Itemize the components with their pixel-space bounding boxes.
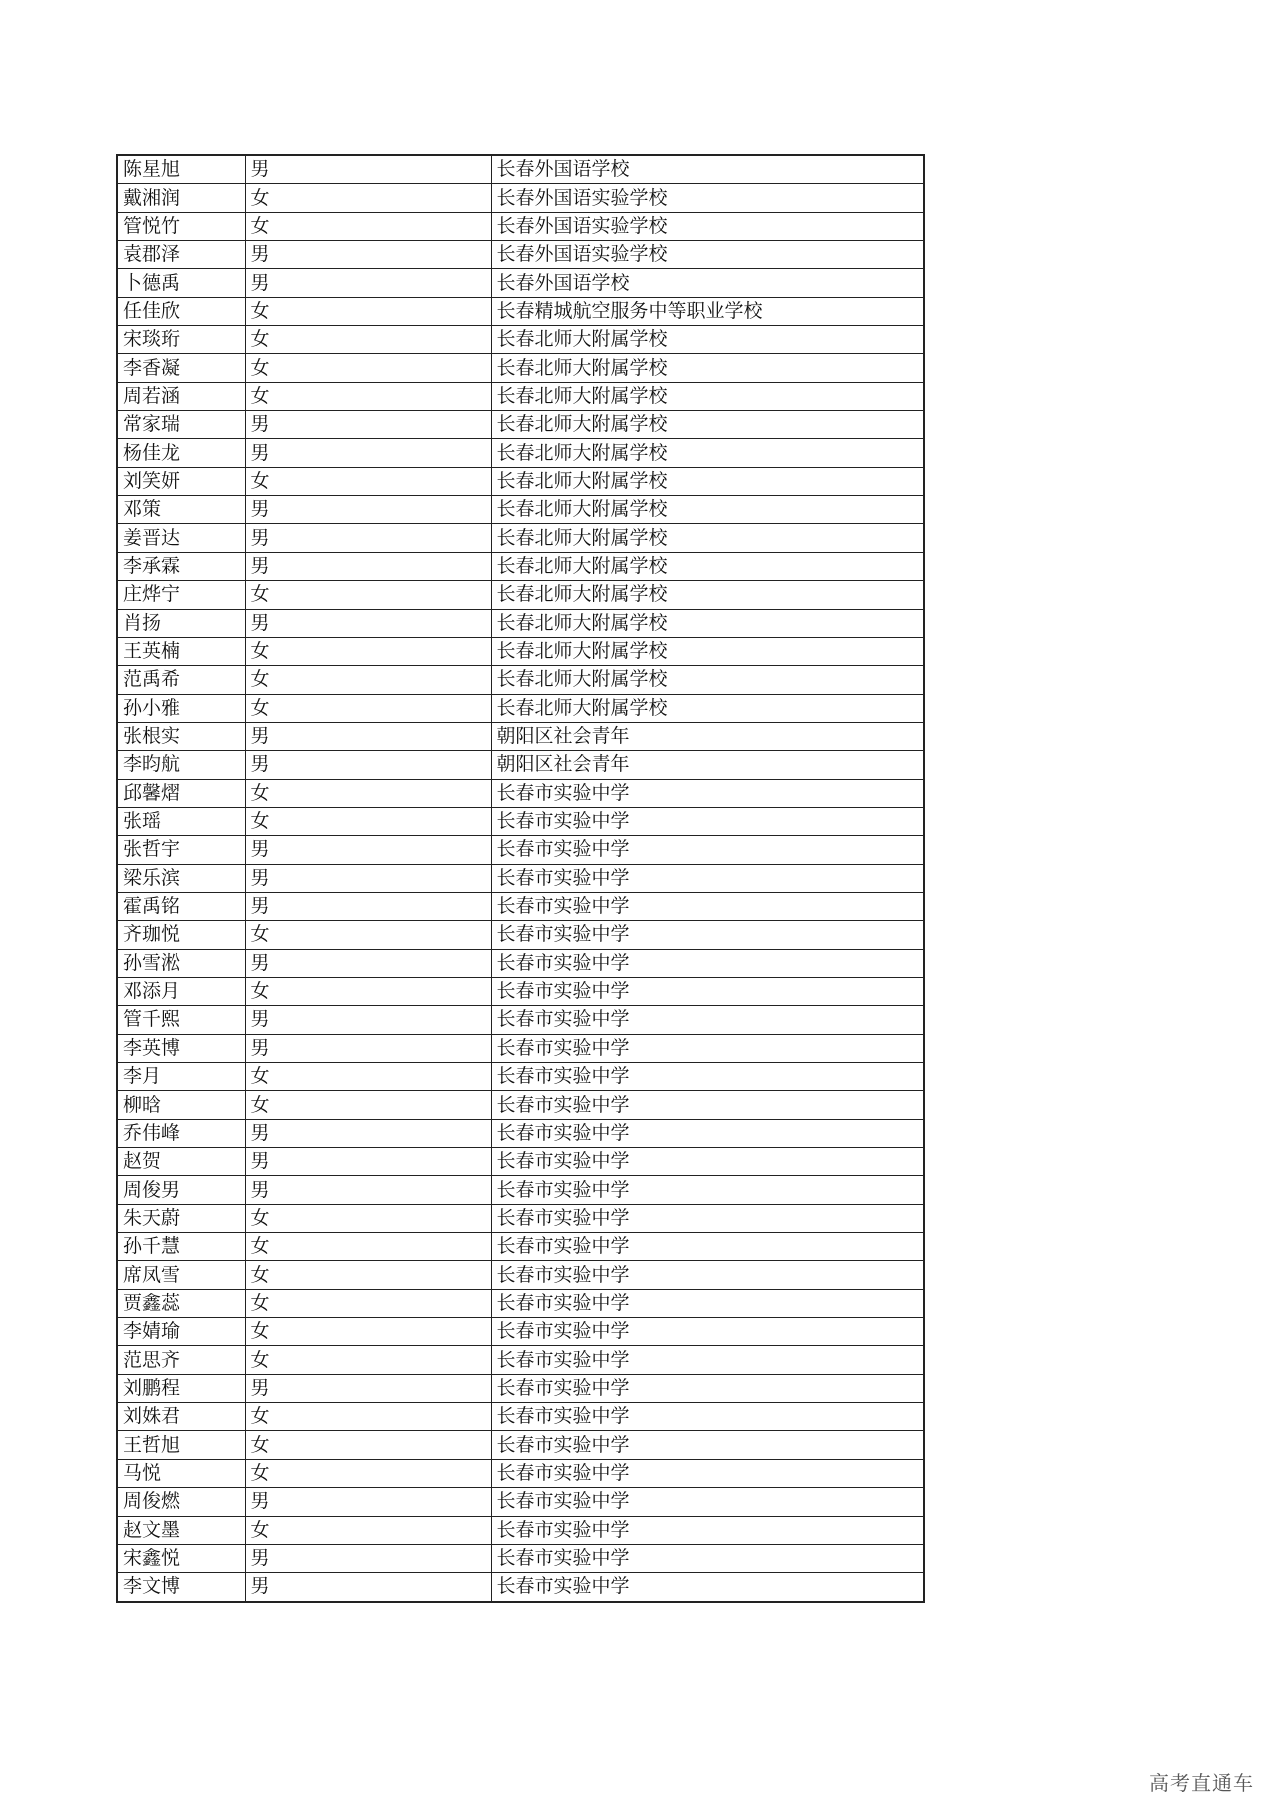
name-cell: 管悦竹 [117, 212, 245, 240]
school-cell: 长春市实验中学 [491, 1403, 924, 1431]
school-cell: 长春市实验中学 [491, 1374, 924, 1402]
name-cell: 李文博 [117, 1573, 245, 1602]
school-cell: 长春市实验中学 [491, 1318, 924, 1346]
gender-cell: 男 [245, 892, 491, 920]
gender-cell: 女 [245, 326, 491, 354]
name-cell: 周俊燃 [117, 1488, 245, 1516]
school-cell: 长春市实验中学 [491, 1346, 924, 1374]
table-row [117, 949, 924, 977]
school-cell: 长春市实验中学 [491, 1289, 924, 1317]
name-cell: 任佳欣 [117, 297, 245, 325]
name-cell: 李月 [117, 1063, 245, 1091]
gender-cell: 女 [245, 807, 491, 835]
watermark: 高考直通车 [1149, 1771, 1254, 1795]
table-row [117, 155, 924, 184]
table-row [117, 1176, 924, 1204]
gender-cell: 女 [245, 921, 491, 949]
school-cell: 长春北师大附属学校 [491, 609, 924, 637]
gender-cell: 男 [245, 155, 491, 184]
school-cell: 朝阳区社会青年 [491, 722, 924, 750]
school-cell: 长春市实验中学 [491, 977, 924, 1005]
school-cell: 长春市实验中学 [491, 1148, 924, 1176]
gender-cell: 男 [245, 1034, 491, 1062]
table-row [117, 1516, 924, 1544]
school-cell: 长春市实验中学 [491, 1006, 924, 1034]
table-row [117, 524, 924, 552]
name-cell: 李承霖 [117, 552, 245, 580]
gender-cell: 男 [245, 836, 491, 864]
school-cell: 长春市实验中学 [491, 1459, 924, 1487]
gender-cell: 男 [245, 1374, 491, 1402]
school-cell: 长春市实验中学 [491, 949, 924, 977]
name-cell: 范禹希 [117, 666, 245, 694]
name-cell: 朱天蔚 [117, 1204, 245, 1232]
gender-cell: 女 [245, 1318, 491, 1346]
gender-cell: 女 [245, 212, 491, 240]
table-row [117, 1289, 924, 1317]
name-cell: 范思齐 [117, 1346, 245, 1374]
school-cell: 长春市实验中学 [491, 1119, 924, 1147]
name-cell: 孙雪淞 [117, 949, 245, 977]
table-row [117, 1119, 924, 1147]
school-cell: 长春市实验中学 [491, 1516, 924, 1544]
school-cell: 长春市实验中学 [491, 1488, 924, 1516]
school-cell: 长春北师大附属学校 [491, 326, 924, 354]
table-row [117, 269, 924, 297]
name-cell: 刘笑妍 [117, 467, 245, 495]
school-cell: 长春市实验中学 [491, 1544, 924, 1572]
name-cell: 席凤雪 [117, 1261, 245, 1289]
gender-cell: 男 [245, 241, 491, 269]
school-cell: 长春北师大附属学校 [491, 637, 924, 665]
gender-cell: 女 [245, 1091, 491, 1119]
gender-cell: 男 [245, 524, 491, 552]
school-cell: 长春市实验中学 [491, 807, 924, 835]
name-cell: 杨佳龙 [117, 439, 245, 467]
table-row [117, 1459, 924, 1487]
name-cell: 刘鹏程 [117, 1374, 245, 1402]
table-row [117, 1374, 924, 1402]
gender-cell: 男 [245, 1488, 491, 1516]
table-row [117, 1204, 924, 1232]
name-cell: 邓策 [117, 496, 245, 524]
table-row [117, 1573, 924, 1602]
gender-cell: 女 [245, 1063, 491, 1091]
table-row [117, 1233, 924, 1261]
school-cell: 长春精城航空服务中等职业学校 [491, 297, 924, 325]
gender-cell: 女 [245, 637, 491, 665]
gender-cell: 女 [245, 1431, 491, 1459]
gender-cell: 女 [245, 297, 491, 325]
name-cell: 宋琰珩 [117, 326, 245, 354]
gender-cell: 女 [245, 382, 491, 410]
gender-cell: 女 [245, 666, 491, 694]
table-row [117, 1063, 924, 1091]
gender-cell: 男 [245, 1148, 491, 1176]
table-row [117, 921, 924, 949]
gender-cell: 女 [245, 694, 491, 722]
name-cell: 李昀航 [117, 751, 245, 779]
school-cell: 长春市实验中学 [491, 836, 924, 864]
table-row [117, 326, 924, 354]
name-cell: 孙小雅 [117, 694, 245, 722]
gender-cell: 男 [245, 949, 491, 977]
gender-cell: 男 [245, 751, 491, 779]
name-cell: 邓添月 [117, 977, 245, 1005]
table-row [117, 1431, 924, 1459]
table-row [117, 666, 924, 694]
name-cell: 邱馨熠 [117, 779, 245, 807]
table-row [117, 1346, 924, 1374]
name-cell: 乔伟峰 [117, 1119, 245, 1147]
name-cell: 孙千慧 [117, 1233, 245, 1261]
table-row [117, 779, 924, 807]
name-cell: 周若涵 [117, 382, 245, 410]
school-cell: 长春外国语实验学校 [491, 241, 924, 269]
gender-cell: 女 [245, 1516, 491, 1544]
name-cell: 王哲旭 [117, 1431, 245, 1459]
gender-cell: 男 [245, 1006, 491, 1034]
table-row [117, 864, 924, 892]
table-row [117, 637, 924, 665]
table-row [117, 1034, 924, 1062]
name-cell: 李婧瑜 [117, 1318, 245, 1346]
name-cell: 李英博 [117, 1034, 245, 1062]
table-row [117, 184, 924, 212]
school-cell: 长春北师大附属学校 [491, 467, 924, 495]
gender-cell: 女 [245, 1289, 491, 1317]
name-cell: 赵文墨 [117, 1516, 245, 1544]
name-cell: 肖扬 [117, 609, 245, 637]
school-cell: 长春市实验中学 [491, 1176, 924, 1204]
school-cell: 长春市实验中学 [491, 1431, 924, 1459]
name-cell: 庄烨宁 [117, 581, 245, 609]
table-row [117, 722, 924, 750]
roster-table [116, 154, 925, 1603]
school-cell: 长春市实验中学 [491, 1034, 924, 1062]
gender-cell: 男 [245, 1544, 491, 1572]
name-cell: 贾鑫蕊 [117, 1289, 245, 1317]
school-cell: 长春北师大附属学校 [491, 524, 924, 552]
gender-cell: 女 [245, 1204, 491, 1232]
table-row [117, 751, 924, 779]
gender-cell: 女 [245, 467, 491, 495]
school-cell: 长春市实验中学 [491, 1261, 924, 1289]
school-cell: 长春市实验中学 [491, 892, 924, 920]
school-cell: 长春外国语学校 [491, 269, 924, 297]
table-row [117, 1544, 924, 1572]
school-cell: 长春市实验中学 [491, 779, 924, 807]
name-cell: 姜晋达 [117, 524, 245, 552]
table-row [117, 1318, 924, 1346]
gender-cell: 男 [245, 496, 491, 524]
name-cell: 周俊男 [117, 1176, 245, 1204]
table-row [117, 807, 924, 835]
gender-cell: 男 [245, 1176, 491, 1204]
name-cell: 张瑶 [117, 807, 245, 835]
school-cell: 长春北师大附属学校 [491, 581, 924, 609]
name-cell: 卜德禹 [117, 269, 245, 297]
name-cell: 霍禹铭 [117, 892, 245, 920]
table-row [117, 1403, 924, 1431]
gender-cell: 女 [245, 977, 491, 1005]
name-cell: 柳晗 [117, 1091, 245, 1119]
name-cell: 马悦 [117, 1459, 245, 1487]
table-row [117, 439, 924, 467]
name-cell: 刘姝君 [117, 1403, 245, 1431]
gender-cell: 女 [245, 1459, 491, 1487]
table-row [117, 297, 924, 325]
gender-cell: 男 [245, 269, 491, 297]
table-row [117, 467, 924, 495]
gender-cell: 男 [245, 1573, 491, 1602]
school-cell: 长春北师大附属学校 [491, 694, 924, 722]
name-cell: 梁乐滨 [117, 864, 245, 892]
gender-cell: 女 [245, 779, 491, 807]
school-cell: 长春北师大附属学校 [491, 666, 924, 694]
table-row [117, 892, 924, 920]
name-cell: 管千熙 [117, 1006, 245, 1034]
table-row [117, 609, 924, 637]
name-cell: 赵贺 [117, 1148, 245, 1176]
school-cell: 长春市实验中学 [491, 1573, 924, 1602]
school-cell: 长春市实验中学 [491, 1233, 924, 1261]
gender-cell: 男 [245, 439, 491, 467]
school-cell: 长春外国语实验学校 [491, 212, 924, 240]
table-row [117, 382, 924, 410]
school-cell: 朝阳区社会青年 [491, 751, 924, 779]
school-cell: 长春外国语实验学校 [491, 184, 924, 212]
school-cell: 长春市实验中学 [491, 1204, 924, 1232]
table-row [117, 496, 924, 524]
name-cell: 张哲宇 [117, 836, 245, 864]
school-cell: 长春市实验中学 [491, 864, 924, 892]
name-cell: 李香凝 [117, 354, 245, 382]
school-cell: 长春外国语学校 [491, 155, 924, 184]
name-cell: 常家瑞 [117, 411, 245, 439]
gender-cell: 女 [245, 1403, 491, 1431]
table-row [117, 1006, 924, 1034]
name-cell: 张根实 [117, 722, 245, 750]
gender-cell: 男 [245, 552, 491, 580]
school-cell: 长春北师大附属学校 [491, 382, 924, 410]
table-row [117, 1488, 924, 1516]
name-cell: 袁郡泽 [117, 241, 245, 269]
table-row [117, 1091, 924, 1119]
school-cell: 长春北师大附属学校 [491, 439, 924, 467]
table-row [117, 581, 924, 609]
name-cell: 陈星旭 [117, 155, 245, 184]
gender-cell: 女 [245, 581, 491, 609]
table-row [117, 354, 924, 382]
school-cell: 长春北师大附属学校 [491, 496, 924, 524]
gender-cell: 男 [245, 411, 491, 439]
gender-cell: 女 [245, 354, 491, 382]
name-cell: 王英楠 [117, 637, 245, 665]
table-row [117, 552, 924, 580]
school-cell: 长春市实验中学 [491, 921, 924, 949]
gender-cell: 男 [245, 609, 491, 637]
name-cell: 宋鑫悦 [117, 1544, 245, 1572]
table-row [117, 836, 924, 864]
table-row [117, 411, 924, 439]
table-row [117, 1261, 924, 1289]
gender-cell: 女 [245, 1346, 491, 1374]
school-cell: 长春北师大附属学校 [491, 354, 924, 382]
school-cell: 长春北师大附属学校 [491, 411, 924, 439]
gender-cell: 男 [245, 722, 491, 750]
table-row [117, 977, 924, 1005]
school-cell: 长春北师大附属学校 [491, 552, 924, 580]
school-cell: 长春市实验中学 [491, 1063, 924, 1091]
table-row [117, 1148, 924, 1176]
table-row [117, 212, 924, 240]
table-row [117, 241, 924, 269]
gender-cell: 女 [245, 184, 491, 212]
gender-cell: 男 [245, 1119, 491, 1147]
name-cell: 齐珈悦 [117, 921, 245, 949]
table-row [117, 694, 924, 722]
gender-cell: 女 [245, 1233, 491, 1261]
school-cell: 长春市实验中学 [491, 1091, 924, 1119]
gender-cell: 男 [245, 864, 491, 892]
roster-body [117, 155, 924, 1602]
gender-cell: 女 [245, 1261, 491, 1289]
name-cell: 戴湘润 [117, 184, 245, 212]
